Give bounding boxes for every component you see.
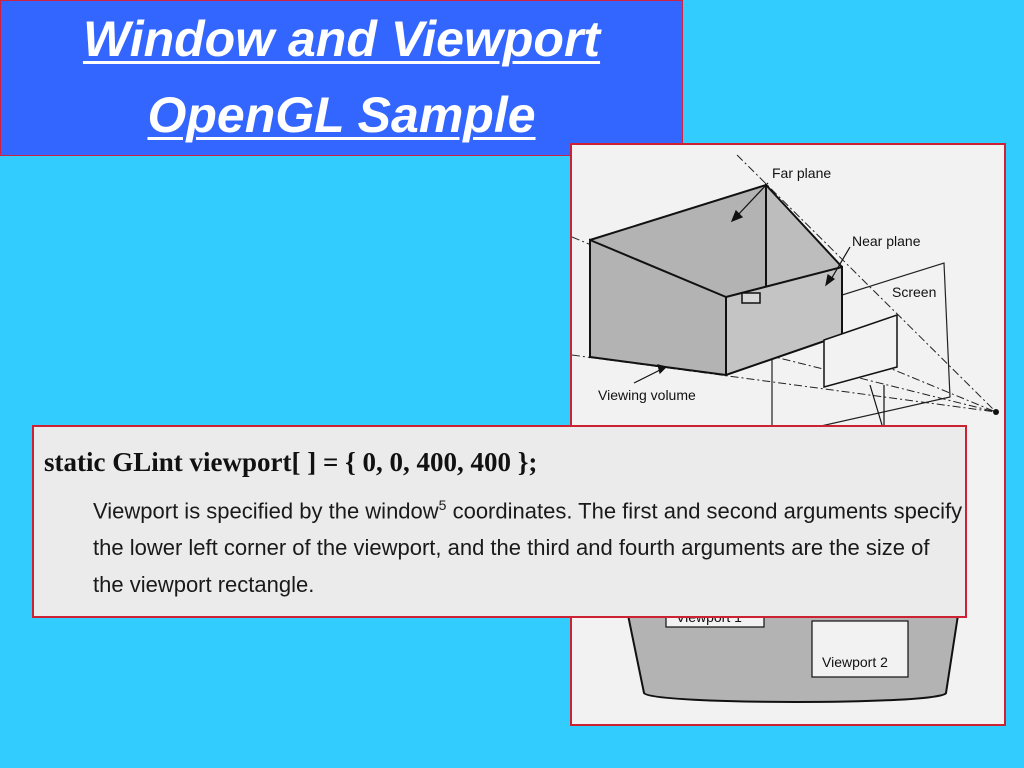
title-line-2: OpenGL Sample bbox=[147, 87, 536, 143]
title-box bbox=[0, 0, 683, 156]
code-description bbox=[93, 487, 963, 603]
viewing-volume-label: Viewing volume bbox=[598, 387, 696, 403]
description-text-start: Viewport is specified by the window bbox=[93, 498, 439, 524]
code-panel bbox=[32, 425, 967, 618]
title-line-1: Window and Viewport bbox=[82, 11, 601, 67]
near-plane-label: Near plane bbox=[852, 233, 921, 249]
screen-label: Screen bbox=[892, 284, 937, 300]
viewport-2-label: Viewport 2 bbox=[822, 654, 888, 670]
code-statement: static GLint viewport[ ] = { 0, 0, 400, 400 }; bbox=[44, 447, 538, 477]
footnote-marker: 5 bbox=[438, 497, 447, 513]
description-text-end: coordinates. The first and second arguments specify the lower left corner of the viewport, and the third and fourth arguments are the size of the viewport rectangle. bbox=[93, 498, 963, 598]
far-plane-label: Far plane bbox=[772, 165, 832, 181]
eye-point bbox=[993, 409, 999, 415]
